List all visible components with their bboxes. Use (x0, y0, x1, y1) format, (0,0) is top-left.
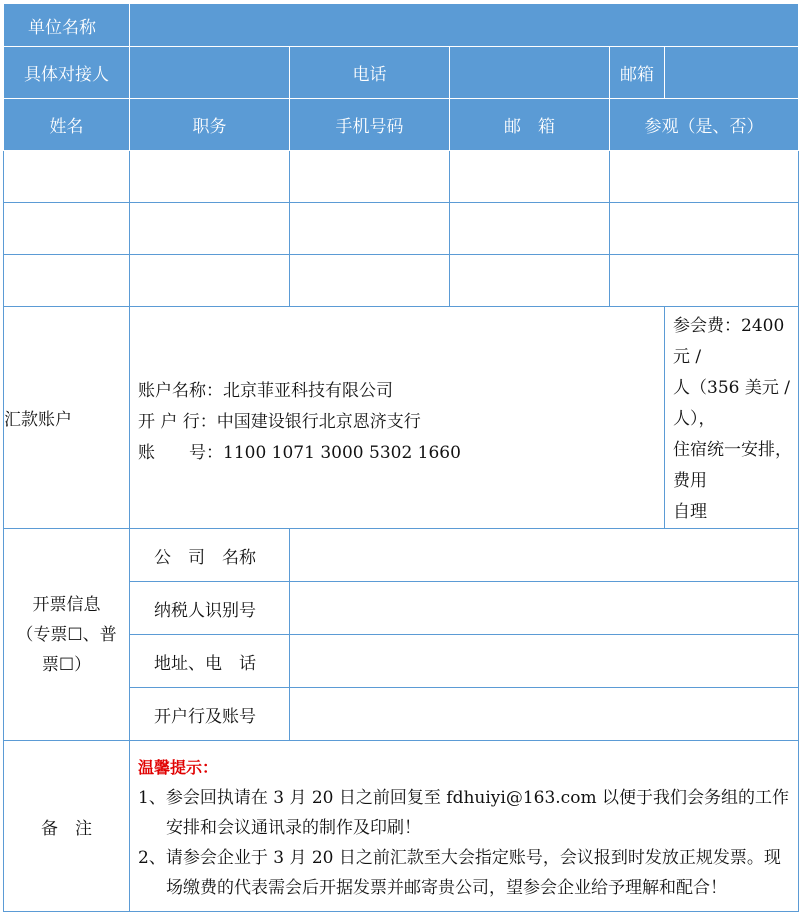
attendee-mobile-cell[interactable] (290, 203, 450, 255)
registration-table (3, 3, 799, 912)
fee-line: 自理 (673, 502, 707, 522)
attendee-mobile-cell[interactable] (290, 255, 450, 307)
fee-line: 人（356 美元 /人）， (673, 378, 790, 429)
account-bank: 开 户 行：中国建设银行北京恩济支行 (138, 412, 421, 432)
attendee-email-cell[interactable] (450, 203, 610, 255)
column-header-row (4, 99, 799, 151)
remark-item: 2、请参会企业于 3 月 20 日之前汇款至大会指定账号，会议报到时发放正规发票。现场缴费的代表需会后开据发票并邮寄贵公司，望参会企业给予理解和配合！ (138, 848, 781, 898)
account-name: 账户名称：北京菲亚科技有限公司 (138, 381, 393, 401)
phone-input[interactable] (450, 47, 610, 99)
invoice-input-bank[interactable] (290, 688, 799, 741)
attendee-email-cell[interactable] (450, 255, 610, 307)
invoice-field-bank: 开户行及账号 (130, 688, 290, 741)
remarks-row (4, 741, 799, 912)
attendee-position-cell[interactable] (130, 203, 290, 255)
attendee-position-cell[interactable] (130, 151, 290, 203)
remarks-label: 备 注 (4, 741, 130, 912)
invoice-field-taxid: 纳税人识别号 (130, 582, 290, 635)
attendee-row (4, 255, 799, 307)
col-visit: 参观（是、否） (610, 99, 799, 151)
col-position: 职务 (130, 99, 290, 151)
attendee-email-cell[interactable] (450, 151, 610, 203)
fee-info (665, 307, 799, 529)
attendee-row (4, 203, 799, 255)
invoice-label (4, 529, 130, 741)
invoice-label-line: （专票☐、普 (16, 624, 117, 645)
attendee-name-cell[interactable] (4, 203, 130, 255)
attendee-visit-cell[interactable] (610, 151, 799, 203)
invoice-field-company: 公 司 名称 (130, 529, 290, 582)
payment-label: 汇款账户 (4, 307, 130, 529)
invoice-input-address[interactable] (290, 635, 799, 688)
attendee-name-cell[interactable] (4, 151, 130, 203)
fee-line: 住宿统一安排，费用 (673, 440, 792, 491)
unit-name-row (4, 4, 799, 47)
attendee-position-cell[interactable] (130, 255, 290, 307)
account-number: 账 号：1100 1071 3000 5302 1660 (138, 443, 461, 463)
invoice-field-address: 地址、电 话 (130, 635, 290, 688)
col-email: 邮 箱 (450, 99, 610, 151)
phone-label: 电话 (290, 47, 450, 99)
attendee-visit-cell[interactable] (610, 203, 799, 255)
unit-name-input[interactable] (130, 4, 799, 47)
remark-item: 1、参会回执请在 3 月 20 日之前回复至 fdhuiyi@163.com 以便于我们会务组的工作安排和会议通讯录的制作及印刷！ (138, 788, 789, 838)
invoice-input-taxid[interactable] (290, 582, 799, 635)
invoice-input-company[interactable] (290, 529, 799, 582)
account-info (130, 307, 665, 529)
attendee-visit-cell[interactable] (610, 255, 799, 307)
payment-row (4, 307, 799, 529)
email-label: 邮箱 (610, 47, 665, 99)
col-name: 姓名 (4, 99, 130, 151)
email-input[interactable] (665, 47, 799, 99)
remarks-content (130, 741, 799, 912)
tip-title: 温馨提示： (138, 758, 219, 777)
invoice-label-line: 票☐） (41, 654, 92, 675)
contact-input[interactable] (130, 47, 290, 99)
unit-name-label: 单位名称 (4, 4, 130, 47)
contact-label: 具体对接人 (4, 47, 130, 99)
invoice-row (4, 529, 799, 582)
contact-row (4, 47, 799, 99)
attendee-row (4, 151, 799, 203)
attendee-mobile-cell[interactable] (290, 151, 450, 203)
fee-line: 参会费：2400 元 / (673, 316, 785, 367)
invoice-label-line: 开票信息 (32, 594, 101, 615)
attendee-name-cell[interactable] (4, 255, 130, 307)
col-mobile: 手机号码 (290, 99, 450, 151)
